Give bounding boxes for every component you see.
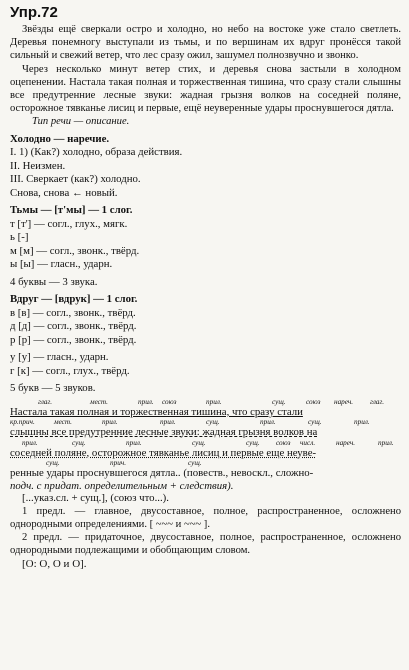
pos-label: числ. [300, 438, 316, 447]
pos-label: сущ. [192, 438, 206, 447]
analysis-line: II. Неизмен. [10, 159, 66, 172]
text-paragraph-1: Звёзды ещё сверкали остро и холодно, но небо на востоке уже стало светлеть. Деревья понемногу выступали из тьмы, и по вершинам их вдруг пронёсся такой сильный и свежий ветер, что лес сразу ожил, зашумел полнозвучно и звонко. [10, 24, 401, 62]
pos-label: сущ. [206, 418, 220, 427]
phonetic-line: р [р] — согл., звонк., твёрд. [10, 333, 137, 346]
pos-label: прил. [126, 438, 142, 447]
analysis-line: I. 1) (Как?) холодно, образа действия. [10, 146, 183, 159]
pos-label: прил. [354, 418, 370, 427]
pos-label: сущ. [188, 459, 202, 468]
pos-labels-row-3 [10, 439, 401, 447]
pos-labels-row-4 [10, 459, 401, 467]
text-paragraph-2: Через несколько минут ветер стих, и деревья снова застыли в холодном оцепенении. Настала такая полная и торжественная тишина, что сразу стали слышны все предутренние лесные звуки: жадная грызня волков на соседней поляне, осторожное тявканье лисиц и первые, ещё неуверенные удары проснувшегося дятла. [10, 63, 401, 115]
analyzed-sentence-line: слышны все предутренние лесные звуки: жадная грызня волков на [10, 426, 318, 439]
pos-label: союз [276, 438, 291, 447]
pos-label: мест. [54, 418, 72, 427]
pos-label: сущ. [308, 418, 322, 427]
pos-label: прил. [260, 418, 276, 427]
pos-label: мест. [90, 397, 108, 406]
pos-label: глаг. [38, 397, 53, 406]
analyzed-sentence-line: ренные удары проснувшегося дятла.. (повеств., невоскл., сложно- [10, 467, 314, 480]
sentence-analysis [10, 398, 401, 505]
analyzed-sentence-line: подч. с придат. определительным + следствия). [10, 479, 234, 492]
phonetic-line: у [у] — гласн., ударн. [10, 351, 109, 364]
pos-label: сущ. [72, 438, 86, 447]
phonetic-line: Вдруг — [вдрук] — 1 слог. [10, 293, 138, 306]
phonetic-summary: 5 букв — 5 звуков. [10, 382, 96, 395]
analysis-line: III. Сверкает (как?) холодно. [10, 173, 141, 186]
note-sentence-2: 2 предл. — придаточное, двусоставное, полное, распространенное, осложнено однородными подлежащими и обобщающим словом. [10, 532, 401, 557]
sentence-schema: [...указ.сл. + сущ.], (союз что...). [22, 492, 169, 505]
pos-label: кр.прич. [10, 418, 35, 427]
pos-label: прил. [102, 418, 118, 427]
word-composition-line: Снова, снова ← новый. [10, 186, 118, 199]
analyzed-sentence-line: Настала такая полная и торжественная тишина, что сразу стали [10, 405, 303, 418]
pos-label: прил. [160, 418, 176, 427]
pos-label: сущ. [46, 459, 60, 468]
pos-label: прил. [22, 438, 38, 447]
exercise-title: Упр.72 [10, 4, 58, 21]
pos-label: прил. [378, 438, 394, 447]
pos-label: глаг. [370, 397, 385, 406]
speech-type: Тип речи — описание. [32, 116, 130, 128]
pos-label: прил. [206, 397, 222, 406]
phonetic-line: д [д] — согл., звонк., твёрд. [10, 320, 137, 333]
phonetic-summary: 4 буквы — 3 звука. [10, 275, 98, 288]
pos-label: нареч. [336, 438, 356, 447]
pos-labels-row-1 [10, 398, 401, 406]
phonetic-line: г [к] — согл., глух., твёрд. [10, 364, 130, 377]
note-sentence-1: 1 предл. — главное, двусоставное, полное, распространенное, осложнено однородными определениями. [ ~~~ и ~~~ ]. [10, 505, 401, 530]
pos-label: нареч. [334, 397, 354, 406]
pos-label: союз [162, 397, 177, 406]
analyzed-sentence-line: соседней поляне, осторожное тявканье лисиц и первые еще неуве- [10, 446, 317, 459]
phonetic-line: Тьмы — [т'мы] — 1 слог. [10, 204, 133, 217]
pos-label: сущ. [272, 397, 286, 406]
phonetic-line: ь [-] [10, 231, 29, 244]
phonetic-line: в [в] — согл., звонк., твёрд. [10, 306, 136, 319]
final-schema: [О: О, О и О]. [22, 558, 87, 571]
phonetic-line: ы [ы] — гласн., ударн. [10, 258, 113, 271]
analysis-line: Холодно — наречие. [10, 132, 110, 145]
pos-label: прич. [110, 459, 127, 468]
phonetic-line: т [т'] — согл., глух., мягк. [10, 217, 128, 230]
pos-label: сущ. [246, 438, 260, 447]
pos-label: союз [306, 397, 321, 406]
pos-labels-row-2 [10, 418, 401, 426]
phonetic-line: м [м] — согл., звонк., твёрд. [10, 244, 140, 257]
pos-label: прил. [138, 397, 154, 406]
